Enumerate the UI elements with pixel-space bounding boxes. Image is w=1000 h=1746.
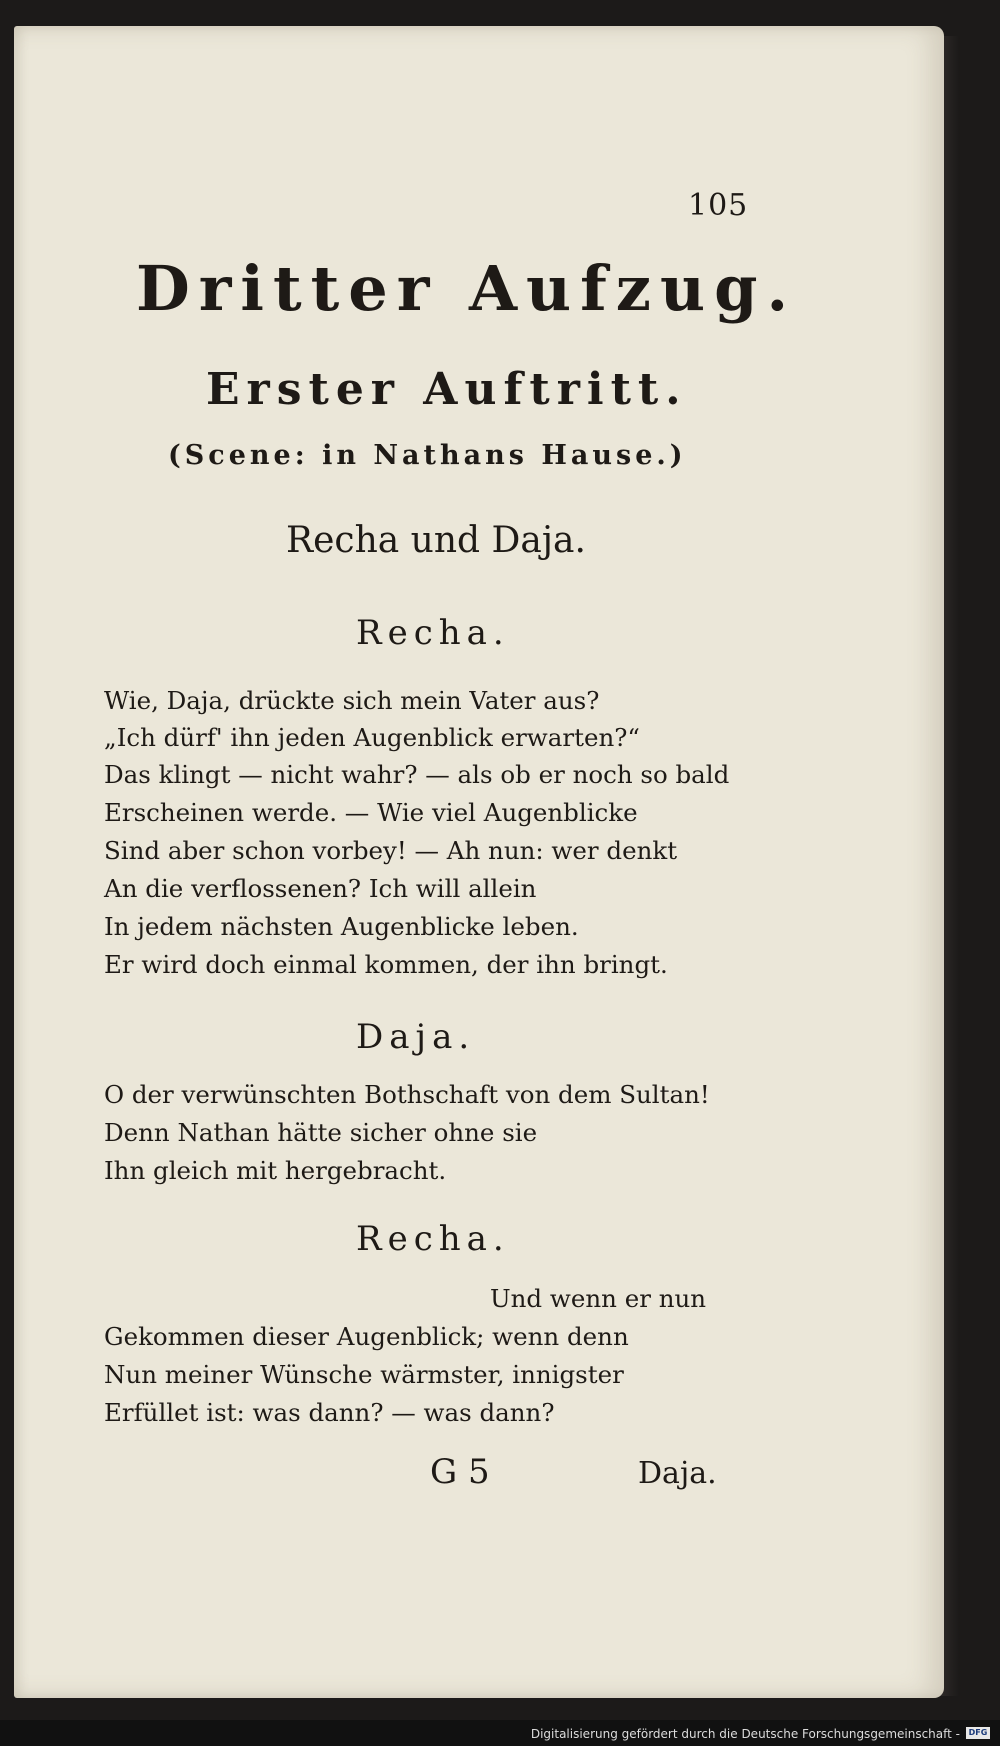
verse-line: In jedem nächsten Augenblicke leben.: [104, 912, 579, 941]
verse-line: Wie, Daja, drückte sich mein Vater aus?: [104, 686, 600, 715]
page-number: 105: [688, 188, 749, 223]
verse-line: Sind aber schon vorbey! — Ah nun: wer denkt: [104, 836, 678, 865]
dfg-logo: DFG: [966, 1727, 990, 1739]
signature-mark: G 5: [430, 1452, 490, 1492]
verse-line: „Ich dürf' ihn jeden Augenblick erwarten?“: [104, 723, 640, 752]
verse-line: Erscheinen werde. — Wie viel Augenblicke: [104, 798, 638, 827]
scene-setting: (Scene: in Nathans Hause.): [168, 440, 687, 471]
verse-line: Erfüllet ist: was dann? — was dann?: [104, 1398, 555, 1427]
verse-line: Und wenn er nun: [490, 1284, 707, 1313]
act-title: Dritter Aufzug.: [136, 252, 798, 325]
scene-title: Erster Auftritt.: [206, 364, 688, 415]
verse-line: Denn Nathan hätte sicher ohne sie: [104, 1118, 538, 1147]
verse-line: Er wird doch einmal kommen, der ihn bringt.: [104, 950, 668, 979]
characters-line: Recha und Daja.: [286, 520, 586, 561]
verse-line: Gekommen dieser Augenblick; wenn denn: [104, 1322, 629, 1351]
verse-line: O der verwünschten Bothschaft von dem Sultan!: [104, 1080, 710, 1109]
speaker-name: Daja.: [356, 1017, 476, 1057]
verse-line: Das klingt — nicht wahr? — als ob er noch so bald: [104, 760, 730, 789]
speaker-name: Recha.: [356, 613, 510, 653]
verse-line: An die verflossenen? Ich will allein: [104, 874, 537, 903]
verse-line: Nun meiner Wünsche wärmster, innigster: [104, 1360, 624, 1389]
catchword: Daja.: [638, 1456, 717, 1491]
digitization-credit: Digitalisierung gefördert durch die Deutsche Forschungsgemeinschaft -: [530, 1727, 960, 1741]
verse-line: Ihn gleich mit hergebracht.: [104, 1156, 447, 1185]
speaker-name: Recha.: [356, 1219, 510, 1259]
